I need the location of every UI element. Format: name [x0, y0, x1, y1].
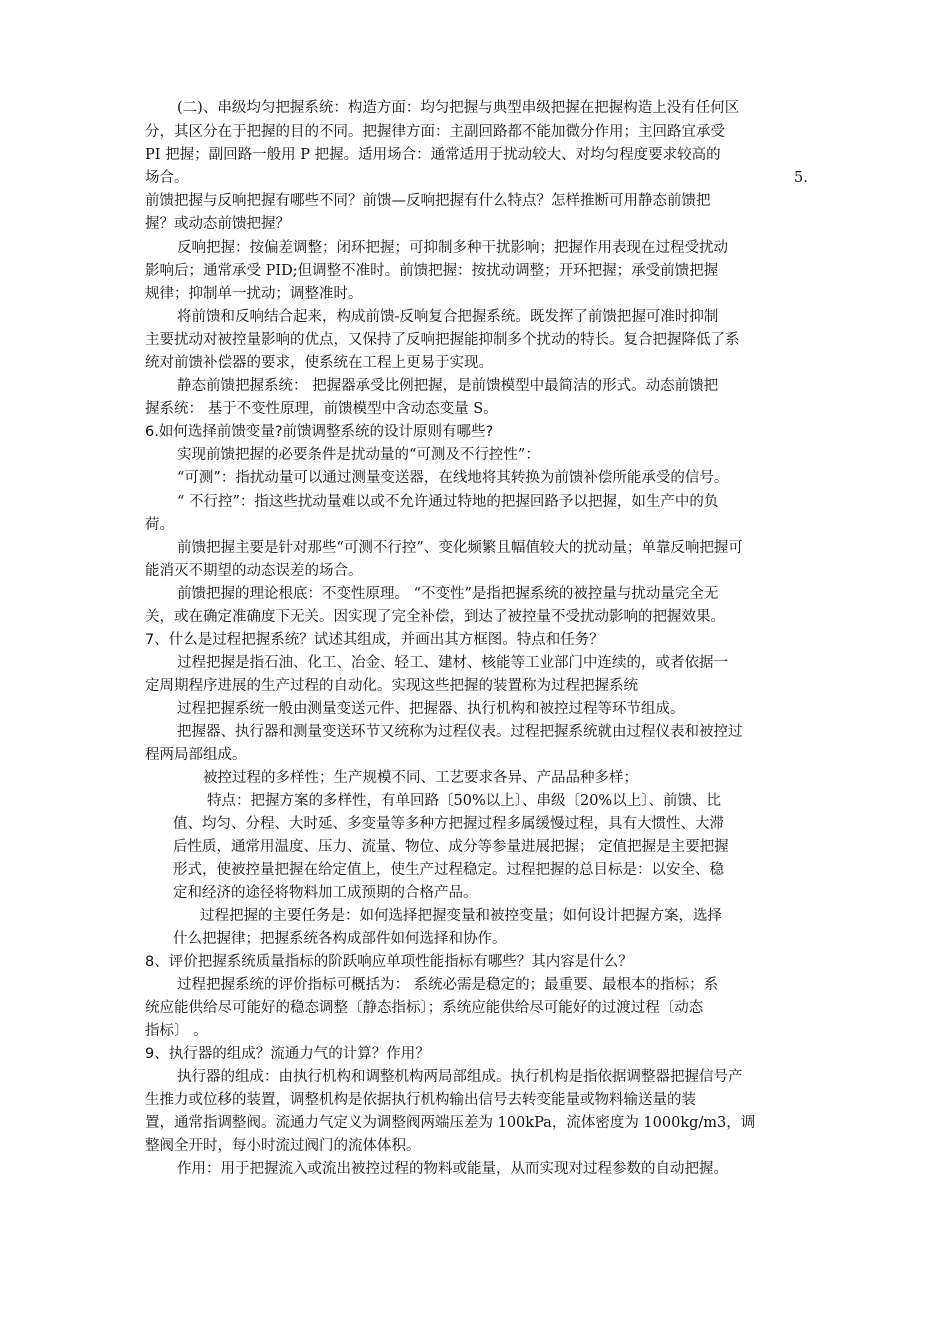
- text-line: 实现前馈把握的必要条件是扰动量的“可测及不行控性”：: [177, 447, 540, 463]
- text-line: 反响把握：按偏差调整；闭环把握；可抑制多种干扰影响；把握作用表现在过程受扰动: [177, 240, 728, 256]
- text-line: 规律；抑制单一扰动；调整准时。: [145, 286, 363, 302]
- text-line: 过程把握的主要任务是：如何选择把握变量和被控变量；如何设计把握方案，选择: [200, 908, 722, 924]
- question-heading: 9、执行器的组成？流通力气的计算？作用？: [145, 1046, 430, 1062]
- text-line: 生推力或位移的装置，调整机构是依据执行机构输出信号去转变能量或物料输送量的装: [145, 1092, 696, 1108]
- text-line: 形式，使被控量把握在给定值上，使生产过程稳定。过程把握的总目标是：以安全、稳: [173, 862, 724, 878]
- question-heading: 前馈把握与反响把握有哪些不同？前馈—反响把握有什么特点？怎样推断可用静态前馈把: [145, 193, 711, 209]
- text-line: 被控过程的多样性；生产规模不同、工艺要求各异、产品品种多样；: [203, 770, 638, 786]
- text-line: (二)、串级均匀把握系统：构造方面：均匀把握与典型串级把握在把握构造上没有任何区: [177, 100, 740, 116]
- text-line: “可测”：指扰动量可以通过测量变送器，在线地将其转换为前馈补偿所能承受的信号。: [177, 470, 729, 486]
- text-line: 置，通常指调整阀。流通力气定义为调整阀两端压差为 100kPa，流体密度为 1000kg/m3，调: [145, 1115, 756, 1131]
- text-line: 静态前馈把握系统： 把握器承受比例把握，是前馈模型中最简洁的形式。动态前馈把: [177, 378, 719, 394]
- text-line: 过程把握是指石油、化工、冶金、轻工、建材、核能等工业部门中连续的，或者依据一: [177, 655, 728, 671]
- text-line: 能消灭不期望的动态误差的场合。: [145, 563, 363, 579]
- text-line: 程两局部组成。: [145, 747, 247, 763]
- text-line: 前馈把握的理论根底：不变性原理。 “不变性”是指把握系统的被控量与扰动量完全无: [177, 586, 719, 602]
- text-line: 荷。: [145, 517, 174, 533]
- question-heading: 8、评价把握系统质量指标的阶跃响应单项性能指标有哪些？其内容是什么？: [145, 954, 633, 970]
- text-line: 定周期程序进展的生产过程的自动化。实现这些把握的装置称为过程把握系统: [145, 678, 638, 694]
- text-line: 过程把握系统的评价指标可概括为： 系统必需是稳定的；最重要、最根本的指标；系: [177, 977, 719, 993]
- text-line: 统应能供给尽可能好的稳态调整〔静态指标〕；系统应能供给尽可能好的过渡过程〔动态: [145, 1000, 704, 1016]
- text-line: 特点：把握方案的多样性，有单回路〔50%以上〕、串级〔20%以上〕、前馈、比: [207, 793, 721, 809]
- question-heading: 7、什么是过程把握系统？试述其组成，并画出其方框图。特点和任务？: [145, 632, 604, 648]
- text-line: 场合。: [145, 170, 189, 186]
- text-line: 指标〕 。: [145, 1023, 208, 1039]
- question-heading: 6.如何选择前馈变量?前馈调整系统的设计原则有哪些?: [145, 424, 494, 440]
- text-line: 后性质，通常用温度、压力、流量、物位、成分等参量进展把握； 定值把握是主要把握: [173, 839, 729, 855]
- text-line: 5.: [794, 170, 808, 186]
- text-line: 定和经济的途径将物料加工成预期的合格产品。: [173, 885, 478, 901]
- text-line: 主要扰动对被控量影响的优点，又保持了反响把握能抑制多个扰动的特长。复合把握降低了系: [145, 332, 740, 348]
- text-line: 值、均匀、分程、大时延、多变量等多种方把握过程多属缓慢过程，具有大惯性、大滞: [173, 816, 724, 832]
- text-line: PI 把握；副回路一般用 P 把握。适用场合：通常适用于扰动较大、对均匀程度要求较高的: [145, 147, 721, 163]
- text-line: 作用：用于把握流入或流出被控过程的物料或能量，从而实现对过程参数的自动把握。: [177, 1161, 728, 1177]
- text-line: 关，或在确定准确度下无关。因实现了完全补偿，到达了被控量不受扰动影响的把握效果。: [145, 609, 725, 625]
- text-line: 前馈把握主要是针对那些“可测不行控”、变化频繁且幅值较大的扰动量；单靠反响把握可: [177, 540, 743, 556]
- text-line: 把握器、执行器和测量变送环节又统称为过程仪表。过程把握系统就由过程仪表和被控过: [177, 724, 743, 740]
- text-line: 将前馈和反响结合起来，构成前馈-反响复合把握系统。既发挥了前馈把握可准时抑制: [177, 309, 719, 325]
- text-line: “ 不行控”：指这些扰动量难以或不允许通过特地的把握回路予以把握，如生产中的负: [177, 494, 719, 510]
- text-line: 执行器的组成：由执行机构和调整机构两局部组成。执行机构是指依据调整器把握信号产: [177, 1069, 743, 1085]
- text-line: 影响后；通常承受 PID;但调整不准时。前馈把握：按扰动调整；开环把握；承受前馈把握: [145, 263, 719, 279]
- text-line: 什么把握律；把握系统各构成部件如何选择和协作。: [173, 931, 507, 947]
- text-line: 整阀全开时，每小时流过阀门的流体体积。: [145, 1138, 421, 1154]
- question-heading: 握？或动态前馈把握？: [145, 216, 290, 232]
- text-line: 握系统： 基于不变性原理，前馈模型中含动态变量 S。: [145, 401, 498, 417]
- text-line: 分，其区分在于把握的目的不同。把握律方面：主副回路都不能加微分作用；主回路宜承受: [145, 124, 725, 140]
- text-line: 过程把握系统一般由测量变送元件、把握器、执行机构和被控过程等环节组成。: [177, 701, 685, 717]
- text-line: 统对前馈补偿器的要求，使系统在工程上更易于实现。: [145, 355, 493, 371]
